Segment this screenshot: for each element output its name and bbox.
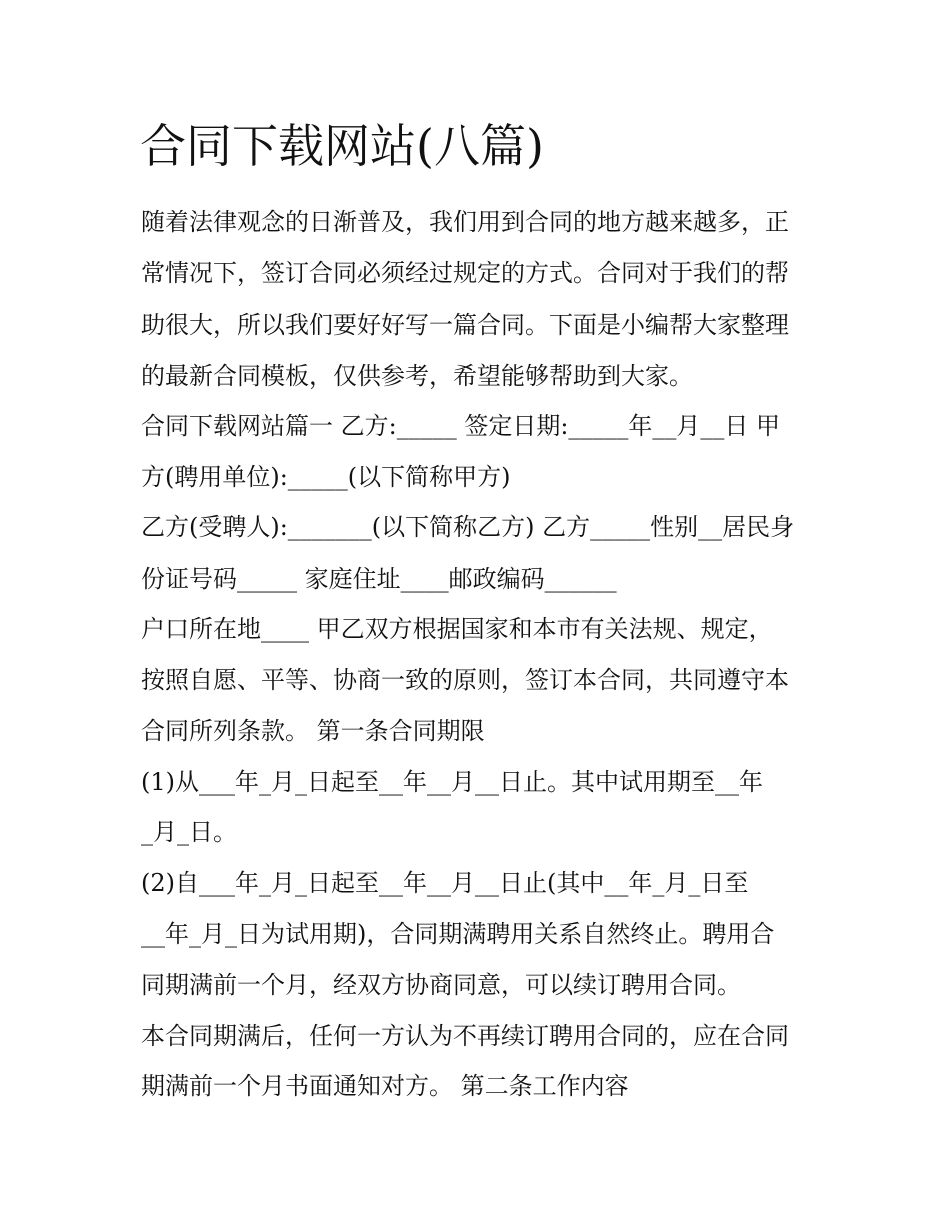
body-line: 合同下载网站篇一 乙方:_____ 签定日期:_____年__月__日 甲 (141, 412, 781, 440)
body-line: 乙方(受聘人):_______(以下简称乙方) 乙方_____性别__居民身 (141, 513, 795, 541)
body-line: 户口所在地____ 甲乙双方根据国家和本市有关法规、规定， (141, 615, 773, 643)
body-line: 助很大，所以我们要好好写一篇合同。下面是小编帮大家整理 (141, 311, 789, 339)
body-line: (1)从___年_月_日起至__年__月__日止。其中试用期至__年 (141, 768, 763, 796)
body-line: 常情况下，签订合同必须经过规定的方式。合同对于我们的帮 (141, 259, 789, 287)
body-line: _月_日。 (141, 818, 237, 846)
body-line: 本合同期满后，任何一方认为不再续订聘用合同的，应在合同 (141, 1022, 789, 1050)
body-line: 按照自愿、平等、协商一致的原则，签订本合同，共同遵守本 (141, 666, 789, 694)
body-line: 份证号码_____ 家庭住址____邮政编码______ (141, 565, 617, 593)
body-line: 同期满前一个月，经双方协商同意，可以续订聘用合同。 (141, 971, 741, 999)
body-line: 的最新合同模板，仅供参考，希望能够帮助到大家。 (141, 362, 693, 390)
body-line: 合同所列条款。 第一条合同期限 (141, 717, 485, 745)
document-title: 合同下载网站(八篇) (140, 119, 544, 173)
body-line: __年_月_日为试用期)，合同期满聘用关系自然终止。聘用合 (141, 920, 775, 948)
body-line: 期满前一个月书面通知对方。 第二条工作内容 (141, 1072, 629, 1100)
body-line: (2)自___年_月_日起至__年__月__日止(其中__年_月_日至 (141, 869, 749, 897)
body-line: 随着法律观念的日渐普及，我们用到合同的地方越来越多，正 (141, 208, 789, 236)
body-line: 方(聘用单位):_____(以下简称甲方) (141, 463, 511, 491)
